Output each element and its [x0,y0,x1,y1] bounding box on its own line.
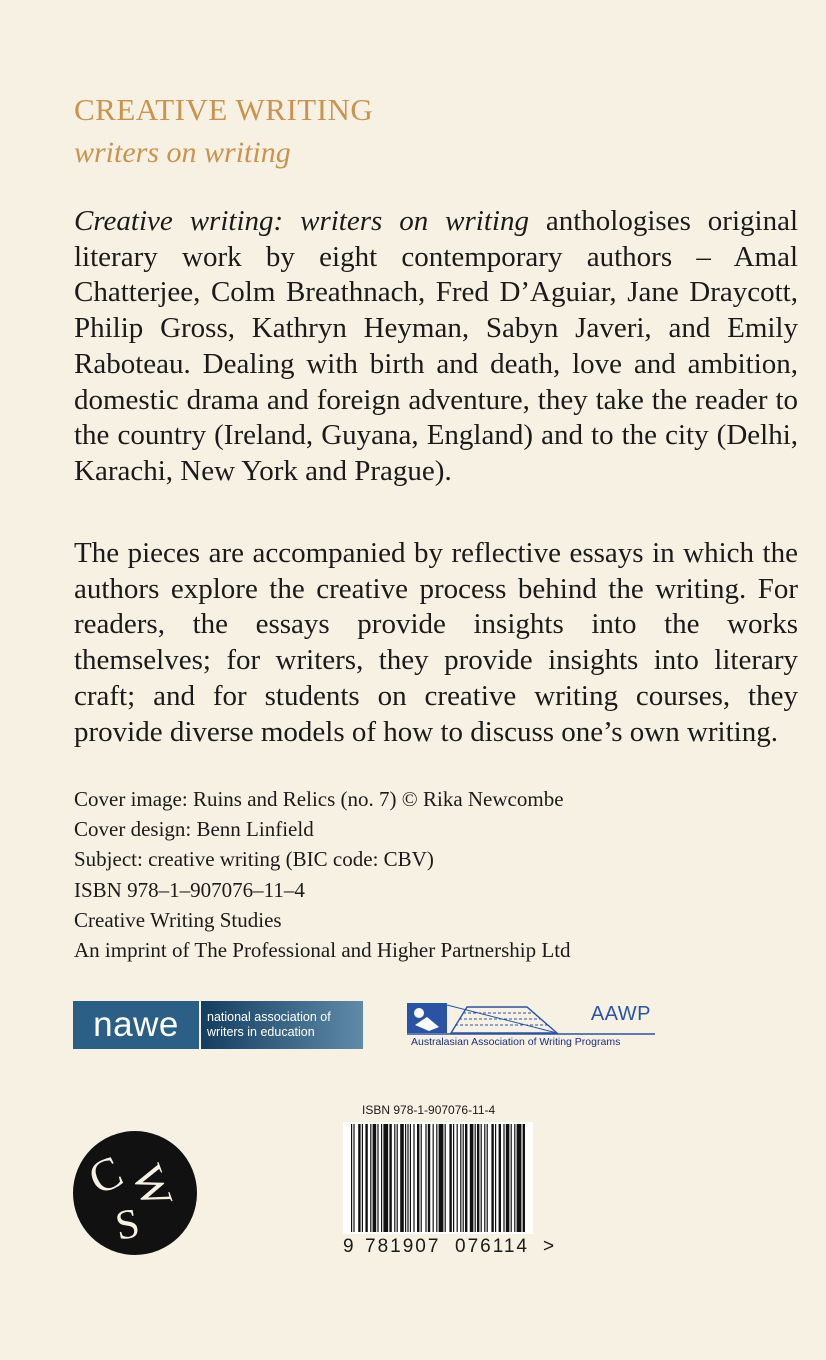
aawp-logo [407,1003,655,1051]
series-subtitle: writers on writing [74,136,291,169]
cover-design-credit: Cover design: Benn Linfield [74,817,314,842]
barcode-bar [481,1124,482,1232]
svg-text:C: C [80,1145,131,1205]
barcode-bar [475,1124,476,1232]
barcode-bar [499,1124,501,1232]
series-title: CREATIVE WRITING [74,92,374,127]
svg-text:S: S [112,1200,144,1250]
nawe-tagline-line-1: national association of [207,1010,331,1024]
barcode-bar [381,1124,382,1232]
barcode-digits [343,1236,563,1260]
barcode-bar [449,1124,451,1232]
barcode-bar [377,1124,378,1232]
barcode-bar [484,1124,485,1232]
barcode-bar [389,1124,391,1232]
barcode-bar [439,1124,444,1232]
barcode-group-1: 781907 [365,1236,441,1257]
barcode-bar [470,1124,474,1232]
barcode-bar [358,1124,360,1232]
cws-publisher-logo-icon [72,1130,198,1256]
nawe-tagline-line-2: writers in education [207,1025,315,1039]
barcode-bar [523,1124,525,1232]
barcode-bars [343,1122,533,1234]
blurb-paragraph-2: The pieces are accompanied by reflective essays in which the authors explore the creative process behind the writing. For readers, the essays provide insights into the works themselves; for writers, they provide insights into literary craft; and for students on creative writing courses, they provide diverse models of how to discuss one’s own writing. [74,537,798,748]
subject-line: Subject: creative writing (BIC code: CBV) [74,847,434,872]
barcode-bar [517,1124,522,1232]
blurb-paragraph-1 [74,204,798,490]
barcode-bar [491,1124,493,1232]
barcode-bar [407,1124,408,1232]
barcode-bar [370,1124,371,1232]
barcode-bar [383,1124,388,1232]
barcode-bar [394,1124,395,1232]
barcode-arrow: > [543,1236,555,1257]
barcode-group-2: 076114 [455,1236,529,1257]
barcode-bar [445,1124,446,1232]
imprint-line: An imprint of The Professional and Higher Partnership Ltd [74,938,571,963]
credits-block [74,784,571,965]
series-line: Creative Writing Studies [74,907,282,932]
barcode-bar [514,1124,515,1232]
isbn-line: ISBN 978–1–907076–11–4 [74,877,305,902]
nawe-logo [73,1001,363,1049]
barcode-isbn-label: ISBN 978-1-907076-11-4 [362,1103,496,1117]
barcode-first-digit: 9 [343,1236,354,1257]
barcode-bar [362,1124,363,1232]
barcode-bar [460,1124,461,1232]
barcode-bar [353,1124,354,1232]
cover-image-credit: Cover image: Ruins and Relics (no. 7) © Rika Newcombe [74,787,564,811]
barcode-bar [453,1124,454,1232]
book-title-inline: Creative writing: writers on writing [74,205,529,237]
barcode-bar [351,1124,352,1232]
nawe-wordmark: nawe [73,1001,199,1049]
barcode-bar [495,1124,496,1232]
svg-text:W: W [121,1158,183,1215]
nawe-tagline [201,1001,363,1049]
barcode-bar [410,1124,411,1232]
barcode-bar [487,1124,488,1232]
barcode-bar [373,1124,377,1232]
barcode-bar [365,1124,367,1232]
barcode-bar [477,1124,479,1232]
blurb-paragraph-1-text: anthologises original literary work by eight contemporary authors – Amal Chatterjee, Colm Breathnach, Fred D’Aguiar, Jane Draycott, Philip Gross, Kathryn Heyman, Sabyn Javeri, and Emily Raboteau. Dealing with birth and death, love and ambition, domestic drama and foreign adventure, they take the reader to the country (Ireland, Guyana, England) and to the city (Delhi, Karachi, New York and Prague). [74,205,798,487]
aawp-fullname: Australasian Association of Writing Programs [411,1036,621,1048]
barcode-bar [457,1124,458,1232]
barcode-bar [413,1124,414,1232]
barcode-bar [436,1124,437,1232]
barcode-bar [405,1124,406,1232]
barcode-bar [397,1124,398,1232]
barcode-bar [417,1124,419,1232]
barcode-bar [465,1124,467,1232]
barcode-bar [400,1124,404,1232]
barcode-bar [463,1124,464,1232]
barcode-bar [428,1124,430,1232]
barcode-bar [511,1124,512,1232]
aawp-wordmark: AAWP [590,1003,651,1025]
barcode-bar [506,1124,510,1232]
barcode-bar [433,1124,434,1232]
barcode-bar [425,1124,426,1232]
barcode-bar [503,1124,504,1232]
barcode-bar [421,1124,422,1232]
